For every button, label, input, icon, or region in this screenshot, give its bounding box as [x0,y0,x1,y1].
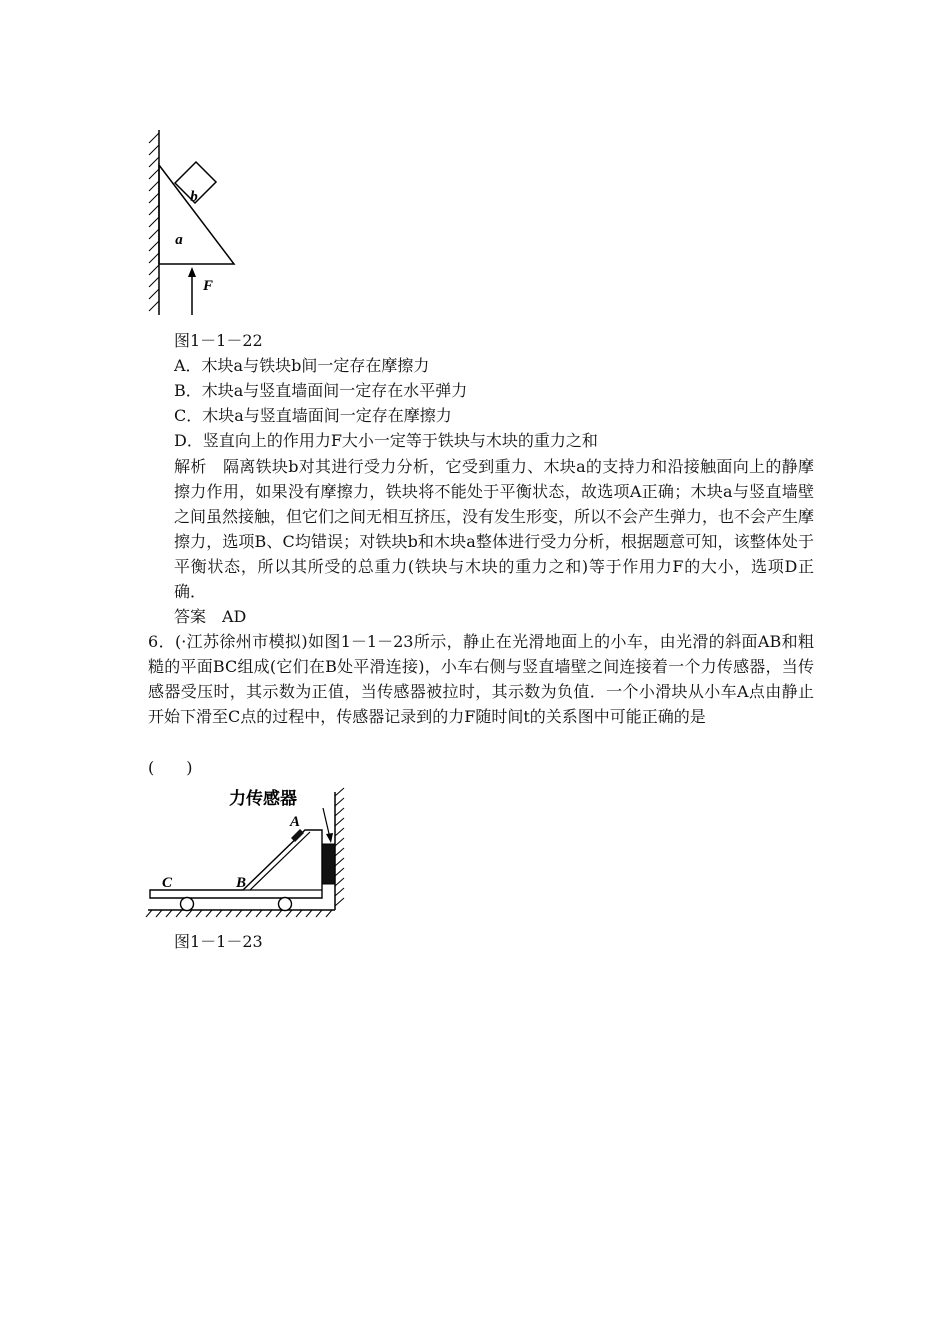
label-C: C [161,875,173,891]
force-arrowhead [188,267,196,277]
answer-bracket: ( ) [148,758,193,777]
option-d: D．竖直向上的作用力F大小一定等于铁块与木块的重力之和 [174,431,598,450]
label-F: F [202,278,214,294]
figure-caption-22: 图1－1－22 [174,331,263,350]
sensor-label: 力传感器 [229,789,297,808]
ground-hatching [146,910,332,917]
option-c: C．木块a与竖直墙面间一定存在摩擦力 [174,406,452,425]
wall-hatching [149,133,159,311]
figure-caption-23: 图1－1－23 [174,932,263,951]
label-B: B [235,875,247,891]
sensor-pointer-head [326,833,333,843]
wheel-left [181,898,194,911]
label-A: A [289,814,301,830]
label-a: a [175,232,183,248]
force-sensor [322,844,335,884]
option-b: B．木块a与竖直墙面间一定存在水平弹力 [174,381,468,400]
wheel-right [279,898,292,911]
analysis-text: 解析 隔离铁块b对其进行受力分析，它受到重力、木块a的支持力和沿接触面向上的静摩擦力作用，如果没有摩擦力，铁块将不能处于平衡状态，故选项A正确；木块a与竖直墙壁之间虽然接触，但它们之间无相互挤压，没有发生形变，所以不会产生弹力，也不会产生摩擦力，选项B、C均错误；对铁块b和木块a整体进行受力分析，根据题意可知，该整体处于平衡状态，所以其所受的总重力(铁块与木块的重力之和)等于作用力F的大小，选项D正确． [174,457,815,601]
option-a: A．木块a与铁块b间一定存在摩擦力 [174,356,430,375]
figure-1-1-23 [140,780,360,920]
right-wall-hatching [335,788,344,906]
answer-text: 答案 AD [174,607,247,626]
figure-1-1-22 [140,125,250,320]
sensor-pointer [323,808,330,838]
question-6-text: 6．(·江苏徐州市模拟)如图1－1－23所示，静止在光滑地面上的小车，由光滑的斜面AB和粗糙的平面BC组成(它们在B处平滑连接)，小车右侧与竖直墙壁之间连接着一个力传感器，当传感器受压时，其示数为正值，当传感器被拉时，其示数为负值．一个小滑块从小车A点由静止开始下滑至C点的过程中，传感器记录到的力F随时间t的关系图中可能正确的是 [148,632,814,726]
label-b: b [190,189,198,205]
